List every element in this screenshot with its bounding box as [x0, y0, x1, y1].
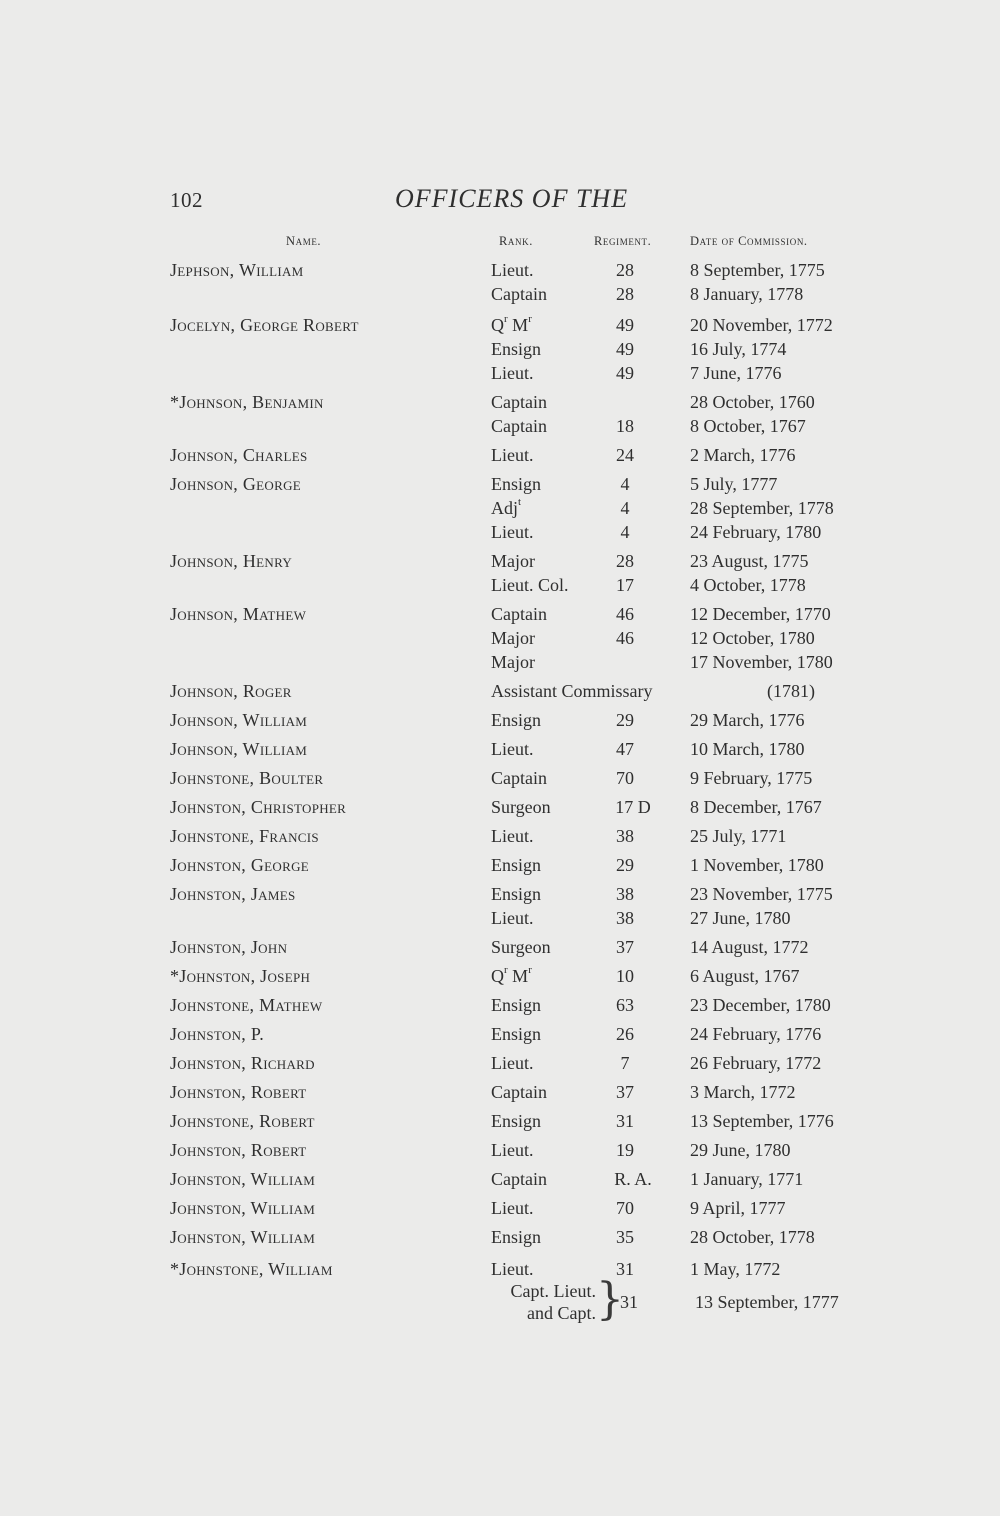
rank-superscript: t: [518, 496, 522, 508]
table-row: [0, 602, 1000, 626]
officer-regiment: 37: [616, 1082, 634, 1102]
officer-name: Johnson, Charles: [170, 445, 308, 465]
table-row: [0, 520, 1000, 544]
table-row: [0, 313, 1000, 337]
officer-rank: Lieut.: [491, 522, 534, 542]
officer-regiment: 70: [616, 768, 634, 788]
officer-name: Johnstone, Boulter: [170, 768, 324, 788]
commission-date: 8 December, 1767: [690, 797, 822, 817]
brace-icon: }: [596, 1274, 624, 1325]
officer-rank: Captain: [491, 1169, 547, 1189]
officer-rank: Captain: [491, 392, 547, 412]
officer-regiment: 19: [616, 1140, 634, 1160]
officer-rank: Ensign: [491, 1024, 542, 1044]
table-row: [0, 1051, 1000, 1075]
commission-date: 2 March, 1776: [690, 445, 796, 465]
officer-rank: [491, 313, 532, 337]
table-row: [0, 1225, 1000, 1249]
officer-rank: Ensign: [491, 995, 542, 1015]
table-row: [0, 993, 1000, 1017]
officer-name: Johnston, John: [170, 937, 288, 957]
last-entry-rank-line2: and Capt.: [527, 1303, 596, 1323]
officer-rank: Ensign: [491, 1111, 542, 1131]
officer-regiment: 10: [616, 966, 634, 986]
officer-name: Johnston, Richard: [170, 1053, 315, 1073]
officer-name: *Johnston, Joseph: [170, 966, 311, 986]
last-entry-regiment: 31: [620, 1292, 638, 1312]
commission-date: 23 August, 1775: [690, 551, 809, 571]
table-row: [0, 414, 1000, 438]
commission-date: 27 June, 1780: [690, 908, 791, 928]
last-entry-rank: [486, 1280, 596, 1324]
officer-name: Johnson, George: [170, 474, 302, 494]
commission-date: 10 March, 1780: [690, 739, 805, 759]
officer-regiment: R. A.: [614, 1169, 652, 1189]
commission-date: 29 March, 1776: [690, 710, 805, 730]
table-row: [0, 906, 1000, 930]
officer-regiment: 46: [616, 604, 634, 624]
officer-name: *Johnson, Benjamin: [170, 392, 324, 412]
table-row: [0, 282, 1000, 306]
commission-date: 20 November, 1772: [690, 315, 833, 335]
officer-regiment: 4: [620, 474, 630, 494]
commission-date: 5 July, 1777: [690, 474, 778, 494]
officer-name: Jephson, William: [170, 260, 304, 280]
officer-name: Johnston, William: [170, 1227, 316, 1247]
officer-name: Johnston, P.: [170, 1024, 264, 1044]
officer-regiment: 24: [616, 445, 634, 465]
officer-rank: Lieut. Col.: [491, 575, 569, 595]
commission-date: 6 August, 1767: [690, 966, 800, 986]
officer-regiment: 26: [616, 1024, 634, 1044]
table-row: [0, 443, 1000, 467]
officer-rank: Lieut.: [491, 363, 534, 383]
officer-name: Johnstone, Robert: [170, 1111, 315, 1131]
officer-regiment: 49: [616, 363, 634, 383]
table-row: [0, 361, 1000, 385]
officer-name: Johnston, James: [170, 884, 296, 904]
officer-rank: Ensign: [491, 710, 542, 730]
officer-rank: Surgeon: [491, 937, 551, 957]
officer-rank: Lieut.: [491, 1198, 534, 1218]
table-row: [0, 496, 1000, 520]
officer-name: Johnson, William: [170, 739, 308, 759]
commission-date: 24 February, 1776: [690, 1024, 822, 1044]
officer-name: Johnstone, Mathew: [170, 995, 323, 1015]
officer-name: *Johnstone, William: [170, 1259, 333, 1279]
officer-rank: Major: [491, 628, 535, 648]
rank-superscript: r: [504, 313, 508, 325]
officer-regiment: 38: [616, 826, 634, 846]
table-row: [0, 1257, 1000, 1281]
commission-date: 3 March, 1772: [690, 1082, 796, 1102]
commission-date: 17 November, 1780: [690, 652, 833, 672]
commission-date: 12 October, 1780: [690, 628, 815, 648]
officer-regiment: 28: [616, 284, 634, 304]
officer-regiment: 29: [616, 855, 634, 875]
officer-rank: Captain: [491, 768, 547, 788]
table-row: [0, 337, 1000, 361]
commission-date: 1 January, 1771: [690, 1169, 804, 1189]
commission-date: 26 February, 1772: [690, 1053, 822, 1073]
commission-date: 23 November, 1775: [690, 884, 833, 904]
table-row: [0, 549, 1000, 573]
officer-name: Jocelyn, George Robert: [170, 315, 359, 335]
officer-regiment: 17: [616, 575, 634, 595]
officer-name: Johnston, Robert: [170, 1140, 307, 1160]
commission-date: 8 January, 1778: [690, 284, 804, 304]
commission-date: 9 February, 1775: [690, 768, 813, 788]
commission-date: 12 December, 1770: [690, 604, 831, 624]
officer-rank: Lieut.: [491, 1259, 534, 1279]
officer-regiment: 38: [616, 884, 634, 904]
officer-regiment: 38: [616, 908, 634, 928]
table-row: [0, 737, 1000, 761]
table-row: [0, 1167, 1000, 1191]
officer-regiment: 18: [616, 416, 634, 436]
officer-name: Johnstone, Francis: [170, 826, 319, 846]
officer-name: Johnston, William: [170, 1198, 316, 1218]
officer-rank: Lieut.: [491, 1140, 534, 1160]
rank-superscript: r: [504, 964, 508, 976]
commission-date: 1 November, 1780: [690, 855, 824, 875]
officer-regiment: 17 D: [615, 797, 651, 817]
column-header-name: Name.: [286, 234, 322, 248]
officer-rank: Captain: [491, 416, 547, 436]
officer-regiment: 49: [616, 315, 634, 335]
table-row: [0, 935, 1000, 959]
commission-date: 9 April, 1777: [690, 1198, 786, 1218]
officer-regiment: 49: [616, 339, 634, 359]
officer-name: Johnston, William: [170, 1169, 316, 1189]
officer-regiment: 35: [616, 1227, 634, 1247]
table-row: [0, 795, 1000, 819]
officer-regiment: 4: [620, 498, 630, 518]
column-header-rank: Rank.: [499, 234, 533, 248]
officer-rank: Captain: [491, 1082, 547, 1102]
officer-rank: Ensign: [491, 474, 542, 494]
officer-regiment: 70: [616, 1198, 634, 1218]
running-title: OFFICERS OF THE: [395, 184, 629, 213]
officer-rank: Lieut.: [491, 908, 534, 928]
officer-regiment: 29: [616, 710, 634, 730]
officer-rank: Assistant Commissary: [491, 681, 653, 701]
officer-regiment: 7: [620, 1053, 630, 1073]
officer-name: Johnston, Christopher: [170, 797, 347, 817]
commission-date: 23 December, 1780: [690, 995, 831, 1015]
commission-date: (1781): [767, 681, 815, 701]
table-row: [0, 626, 1000, 650]
officer-rank: Lieut.: [491, 260, 534, 280]
commission-date: 7 June, 1776: [690, 363, 782, 383]
officer-name: Johnston, Robert: [170, 1082, 307, 1102]
officer-rank: Major: [491, 551, 535, 571]
officer-rank: Major: [491, 652, 535, 672]
table-row: [0, 472, 1000, 496]
rank-text: Q: [491, 315, 504, 335]
table-row: [0, 1109, 1000, 1133]
officer-regiment: 28: [616, 551, 634, 571]
table-row: [0, 853, 1000, 877]
rank-text: M: [507, 315, 529, 335]
commission-date: 1 May, 1772: [690, 1259, 781, 1279]
commission-date: 16 July, 1774: [690, 339, 787, 359]
officer-regiment: 31: [616, 1111, 634, 1131]
officer-rank: Ensign: [491, 855, 542, 875]
table-row: [0, 679, 1000, 703]
officer-regiment: 37: [616, 937, 634, 957]
officer-name: Johnson, William: [170, 710, 308, 730]
commission-date: 28 October, 1778: [690, 1227, 815, 1247]
rank-superscript: r: [528, 313, 532, 325]
page-number: 102: [170, 188, 203, 212]
officer-regiment: 4: [620, 522, 630, 542]
officer-rank: Ensign: [491, 884, 542, 904]
table-row: [0, 708, 1000, 732]
officer-rank: [491, 964, 532, 988]
table-row: [0, 824, 1000, 848]
table-row: [0, 258, 1000, 282]
commission-date: 29 June, 1780: [690, 1140, 791, 1160]
officer-regiment: 28: [616, 260, 634, 280]
commission-date: 8 October, 1767: [690, 416, 806, 436]
commission-date: 25 July, 1771: [690, 826, 787, 846]
commission-date: 24 February, 1780: [690, 522, 822, 542]
column-header-regiment: Regiment.: [594, 234, 652, 248]
officer-rank: Lieut.: [491, 739, 534, 759]
officer-rank: Lieut.: [491, 445, 534, 465]
commission-date: 13 September, 1776: [690, 1111, 834, 1131]
officer-regiment: 46: [616, 628, 634, 648]
officer-regiment: 47: [616, 739, 634, 759]
officer-rank: Lieut.: [491, 826, 534, 846]
commission-date: 4 October, 1778: [690, 575, 806, 595]
table-row: [0, 650, 1000, 674]
last-entry-date: 13 September, 1777: [695, 1292, 839, 1312]
commission-date: 28 September, 1778: [690, 498, 834, 518]
table-row: [0, 882, 1000, 906]
officer-rank: Lieut.: [491, 1053, 534, 1073]
table-row: [0, 1080, 1000, 1104]
table-row: [0, 390, 1000, 414]
rank-text: Q: [491, 966, 504, 986]
officer-rank: [491, 496, 521, 520]
officer-regiment: 63: [616, 995, 634, 1015]
table-row: [0, 1196, 1000, 1220]
officer-name: Johnson, Mathew: [170, 604, 307, 624]
commission-date: 8 September, 1775: [690, 260, 825, 280]
officer-rank: Ensign: [491, 1227, 542, 1247]
commission-date: 28 October, 1760: [690, 392, 815, 412]
table-row: [0, 573, 1000, 597]
officer-rank: Ensign: [491, 339, 542, 359]
table-row: [0, 1022, 1000, 1046]
officer-name: Johnson, Roger: [170, 681, 292, 701]
column-header-date: Date of Commission.: [690, 234, 808, 248]
rank-superscript: r: [528, 964, 532, 976]
table-row: [0, 1138, 1000, 1162]
officer-regiment: 31: [616, 1259, 634, 1279]
officer-rank: Captain: [491, 284, 547, 304]
commission-date: 14 August, 1772: [690, 937, 809, 957]
table-row: [0, 964, 1000, 988]
officer-name: Johnston, George: [170, 855, 310, 875]
officer-rank: Surgeon: [491, 797, 551, 817]
officer-rank: Captain: [491, 604, 547, 624]
rank-text: Adj: [491, 498, 518, 518]
rank-text: M: [507, 966, 529, 986]
officer-name: Johnson, Henry: [170, 551, 293, 571]
table-row: [0, 766, 1000, 790]
last-entry-rank-line1: Capt. Lieut.: [510, 1281, 596, 1301]
